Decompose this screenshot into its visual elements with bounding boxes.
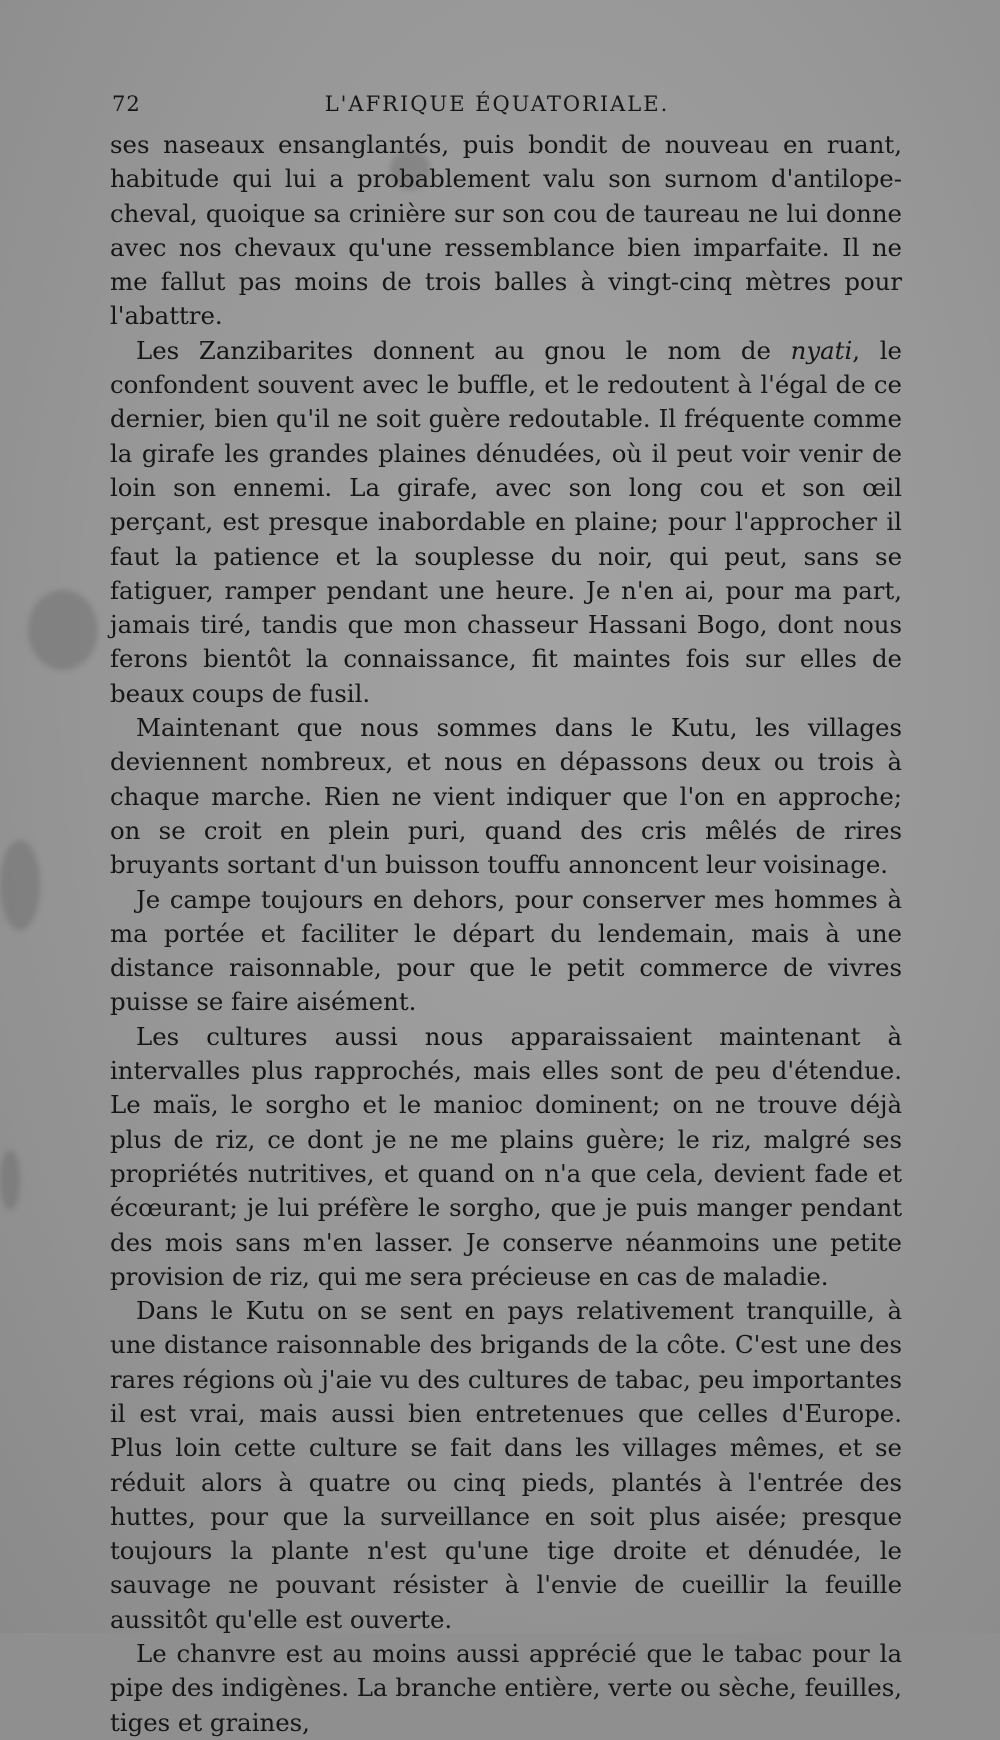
paragraph-text: Les Zanzibarites donnent au gnou le nom de bbox=[136, 335, 791, 365]
body-text bbox=[110, 128, 902, 1740]
paragraph-text: , le confondent souvent avec le buffle, et le redoutent à l'égal de ce dernier, bien qu'il ne soit guère redoutable. Il fréquente comme la girafe les grandes plaines dénudées, où il peut voir venir de loin son ennemi. La girafe, avec son long cou et son œil perçant, est presque inabordable en plaine; pour l'approcher il faut la patience et la souplesse du noir, qui peut, sans se fatiguer, ramper pendant une heure. Je n'en ai, pour ma part, jamais tiré, tandis que mon chasseur Hassani Bogo, dont nous ferons bientôt la connaissance, fit maintes fois sur elles de beaux coups de fusil. bbox=[110, 335, 902, 708]
italic-term: nyati bbox=[790, 335, 853, 365]
page-number: 72 bbox=[112, 92, 141, 116]
stain bbox=[28, 590, 98, 670]
paragraph: Le chanvre est au moins aussi apprécié que le tabac pour la pipe des indigènes. La branche entière, verte ou sèche, feuilles, tiges et graines, bbox=[110, 1639, 902, 1737]
paragraph: Dans le Kutu on se sent en pays relativement tranquille, à une distance raisonnable des brigands de la côte. C'est une des rares régions où j'aie vu des cultures de tabac, peu importantes il est vrai, mais aussi bien entretenues que celles d'Europe. Plus loin cette culture se fait dans les villages mêmes, et se réduit alors à quatre ou cinq pieds, plantés à l'entrée des huttes, pour que la surveillance en soit plus aisée; presque toujours la plante n'est qu'une tige droite et dénudée, le sauvage ne pouvant résister à l'envie de cueillir la feuille aussitôt qu'elle est ouverte. bbox=[110, 1296, 902, 1634]
running-title: L'AFRIQUE ÉQUATORIALE. bbox=[324, 92, 670, 116]
paragraph: Maintenant que nous sommes dans le Kutu, les villages deviennent nombreux, et nous en dépassons deux ou trois à chaque marche. Rien ne vient indiquer que l'on en approche; on se croit en plein puri, quand des cris mêlés de rires bruyants sortant d'un buisson touffu annoncent leur voisinage. bbox=[110, 713, 902, 880]
stain bbox=[0, 840, 40, 930]
paragraph: Je campe toujours en dehors, pour conserver mes hommes à ma portée et faciliter le départ du lendemain, mais à une distance raisonnable, pour que le petit commerce de vivres puisse se faire aisément. bbox=[110, 884, 902, 1017]
paragraph: ses naseaux ensanglantés, puis bondit de nouveau en ruant, habitude qui lui a probablement valu son surnom d'antilope-cheval, quoique sa crinière sur son cou de taureau ne lui donne avec nos chevaux qu'une ressemblance bien imparfaite. Il ne me fallut pas moins de trois balles à vingt-cinq mètres pour l'abattre. bbox=[110, 130, 902, 331]
paragraph: Les cultures aussi nous apparaissaient maintenant à intervalles plus rapprochés, mais elles sont de peu d'étendue. Le maïs, le sorgho et le manioc dominent; on ne trouve déjà plus de riz, ce dont je ne me plains guère; le riz, malgré ses propriétés nutritives, et quand on n'a que cela, devient fade et écœurant; je lui préfère le sorgho, que je puis manger pendant des mois sans m'en lasser. Je conserve néanmoins une petite provision de riz, qui me sera précieuse en cas de maladie. bbox=[110, 1021, 902, 1291]
page-header bbox=[112, 92, 882, 122]
paragraph bbox=[110, 334, 902, 711]
stain bbox=[0, 1150, 20, 1210]
